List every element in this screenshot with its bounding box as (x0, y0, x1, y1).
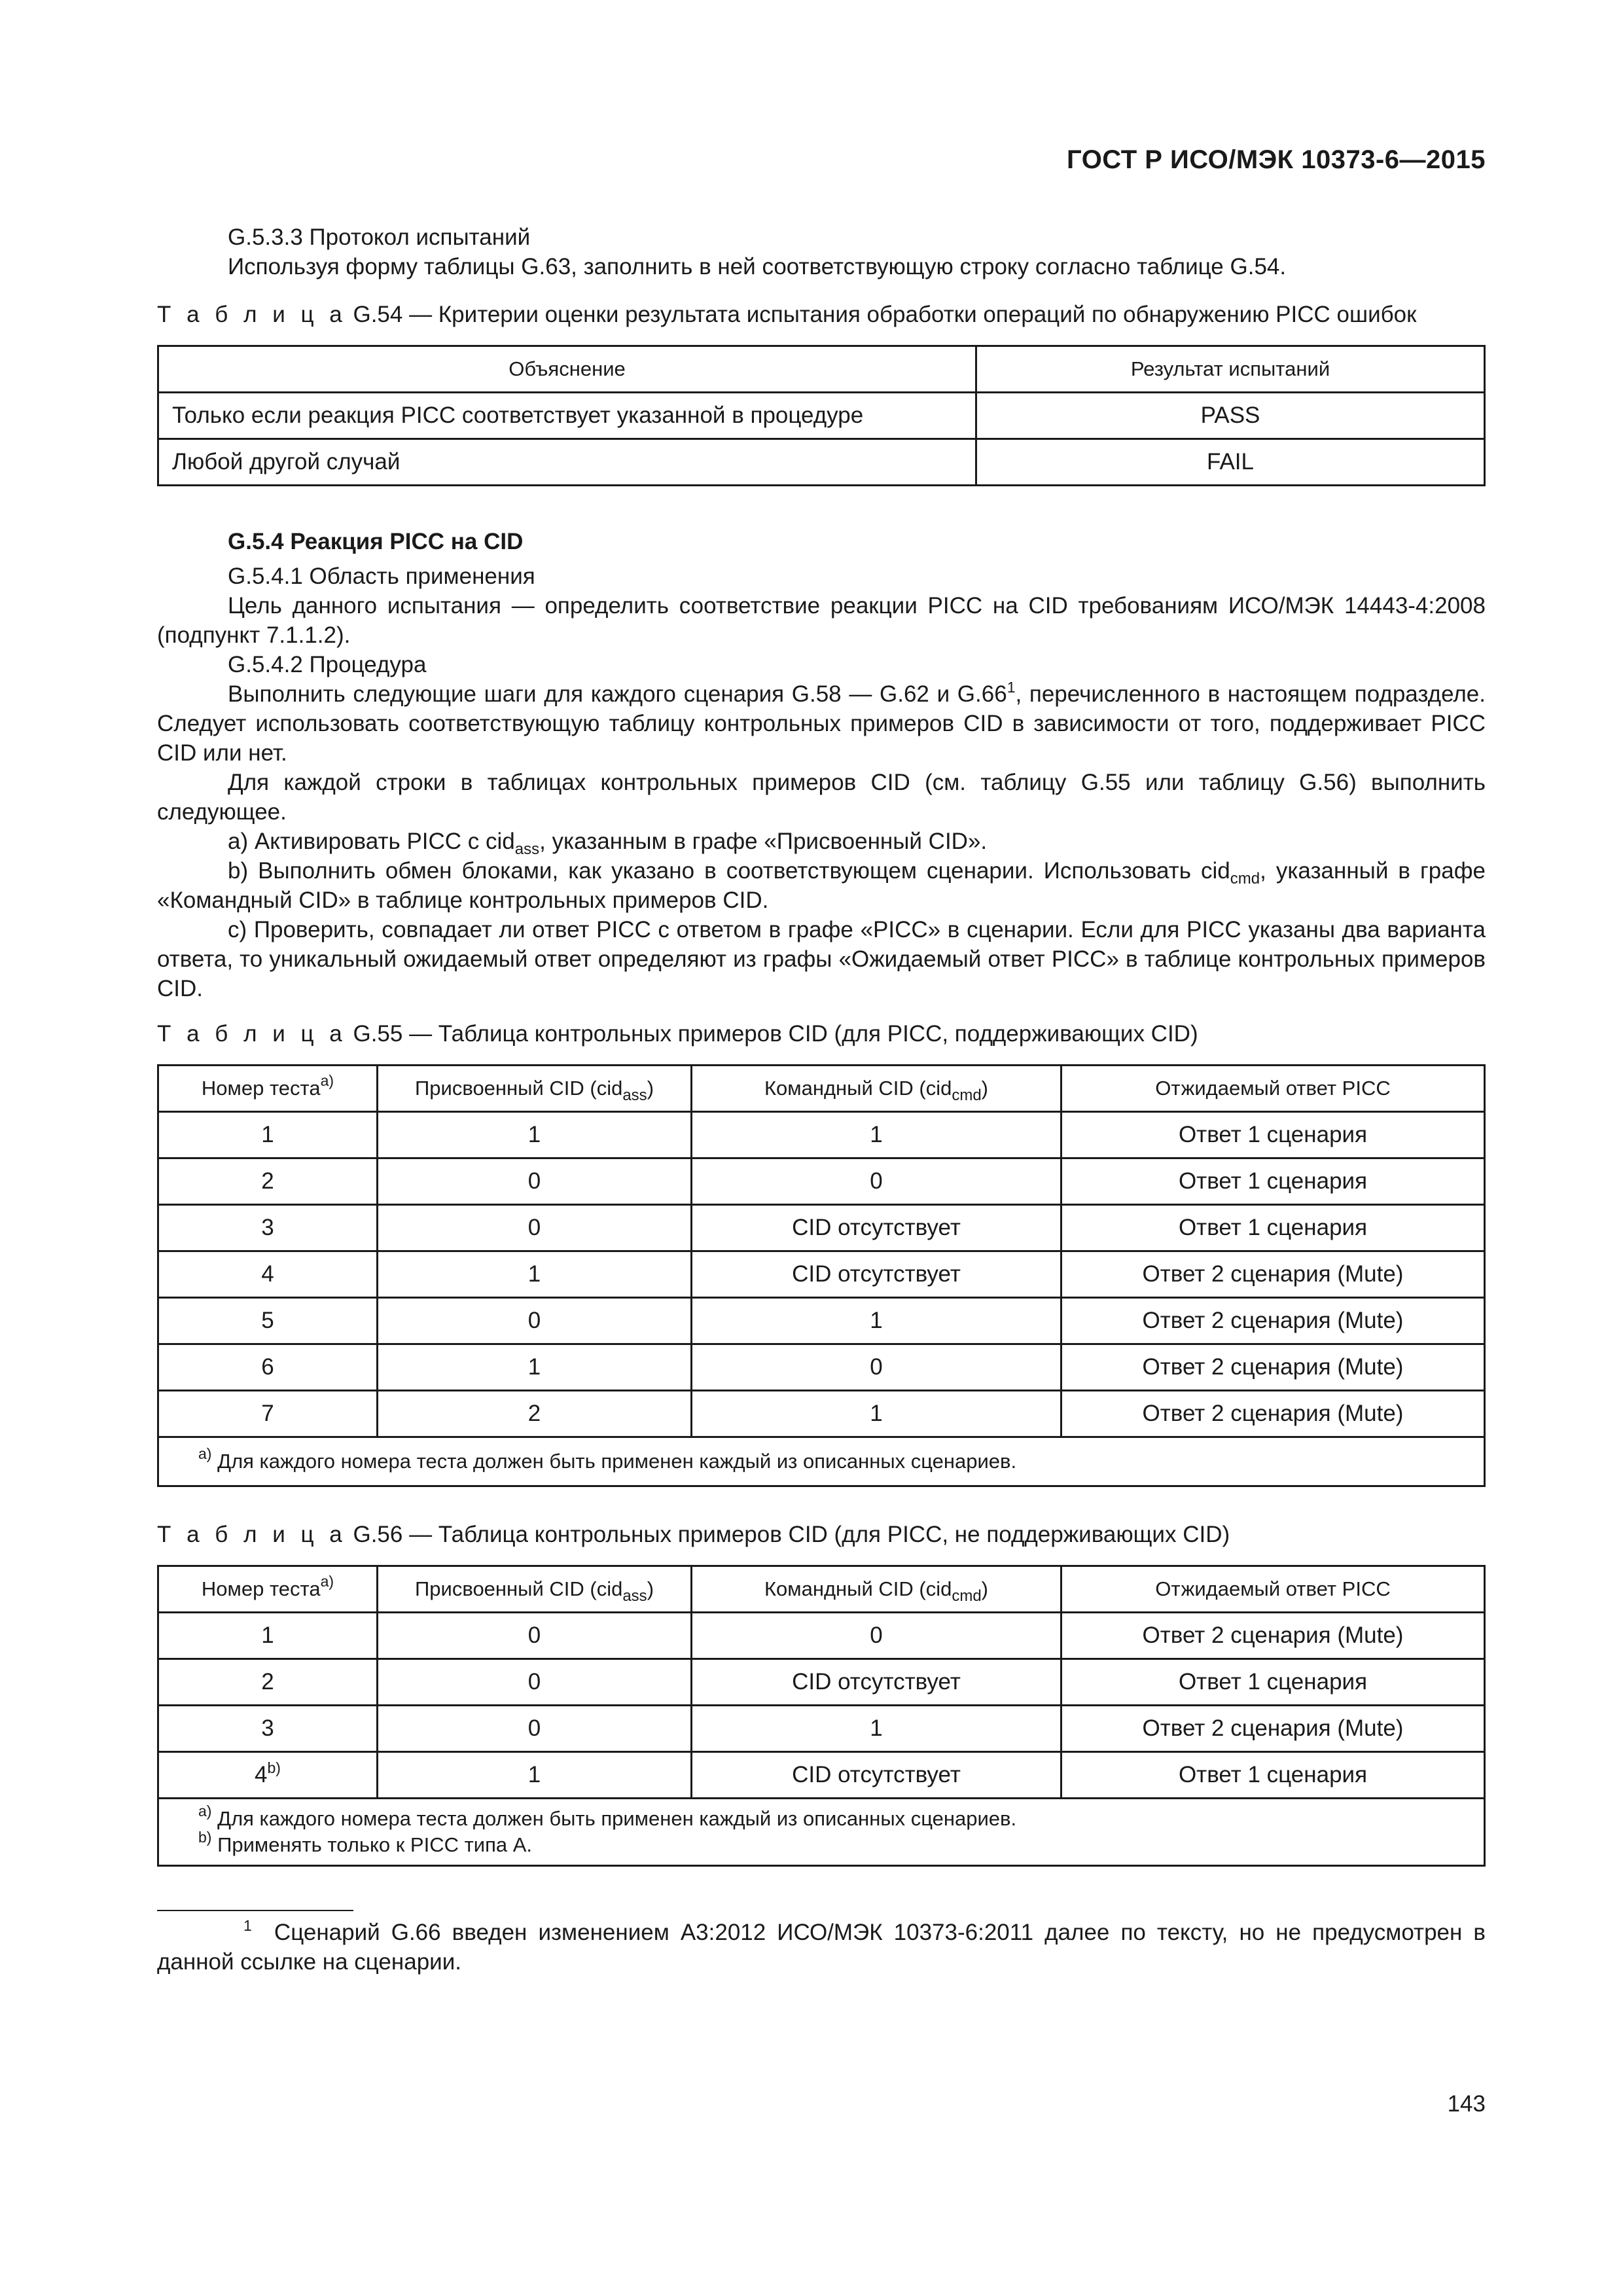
table-cell: 2 (378, 1391, 692, 1437)
table-row (158, 1344, 1485, 1391)
procedure-paragraph-2: Для каждой строки в таблицах контрольных примеров CID (см. таблицу G.55 или таблицу G.56) выполнить следующее. (157, 770, 1486, 825)
procedure-step-a (157, 827, 1486, 856)
table55-caption (157, 1019, 1486, 1049)
text-run: Командный CID (cid (764, 1577, 952, 1600)
table-cell: Ответ 2 сценария (Mute) (1061, 1706, 1485, 1752)
table-cell: CID отсутствует (692, 1752, 1061, 1799)
table-row (158, 1391, 1485, 1437)
table-cell: CID отсутствует (692, 1205, 1061, 1251)
table-cell (158, 1752, 378, 1799)
text-run: Номер теста (201, 1077, 321, 1100)
column-header-result: Результат испытаний (976, 346, 1485, 393)
table-row (158, 1205, 1485, 1251)
table-cell: 1 (158, 1112, 378, 1158)
table-cell: Ответ 1 сценария (1061, 1205, 1485, 1251)
table-cell: 0 (378, 1158, 692, 1205)
section-g541-heading: G.5.4.1 Область применения (228, 564, 535, 589)
table-cell: 2 (158, 1659, 378, 1706)
column-header-assigned-cid (378, 1066, 692, 1112)
table-g55 (157, 1064, 1486, 1487)
section-g54-heading: G.5.4 Реакция PICC на CID (228, 529, 524, 554)
table-cell: 4 (158, 1251, 378, 1298)
table-g56 (157, 1565, 1486, 1867)
footnote-text: Сценарий G.66 введен изменением А3:2012 ИСО/МЭК 10373-6:2011 далее по тексту, но не предусмотрен в данной ссылке на сценарии. (157, 1920, 1486, 1975)
procedure-paragraph-1 (157, 679, 1486, 768)
spacer (157, 486, 1486, 527)
column-header-assigned-cid (378, 1566, 692, 1613)
subscript: ass (622, 1086, 647, 1104)
note-mark: b) (267, 1759, 281, 1776)
text-run: ) (647, 1577, 654, 1600)
table-note-row (158, 1437, 1485, 1486)
table-row (158, 1659, 1485, 1706)
table-cell: 1 (692, 1112, 1061, 1158)
column-header-expected-response: Отжидаемый ответ PICC (1061, 1066, 1485, 1112)
procedure-step-c: c) Проверить, совпадает ли ответ PICC с ответом в графе «PICC» в сценарии. Если для PICC указаны два варианта ответа, то уникальный ожидаемый ответ определяют из графы «Ожидаемый ответ PICC» в таблице контрольных примеров CID. (157, 917, 1486, 1001)
text-run: Присвоенный CID (cid (414, 1577, 623, 1600)
note-mark: b) (198, 1829, 212, 1846)
table-cell: Ответ 1 сценария (1061, 1158, 1485, 1205)
table-row (158, 393, 1485, 439)
table-cell: 0 (378, 1205, 692, 1251)
footnote-mark: 1 (243, 1917, 252, 1934)
table-cell: Ответ 1 сценария (1061, 1112, 1485, 1158)
table-cell: PASS (976, 393, 1485, 439)
text-run: , перечисленного в настоящем подразделе. Следует использовать соответствующую таблицу контрольных примеров CID в зависимости от того, поддерживает PICC CID или нет. (157, 681, 1486, 766)
footnote-divider (157, 1910, 353, 1911)
table-cell: 0 (692, 1344, 1061, 1391)
table-caption-text: G.56 — Таблица контрольных примеров CID (для PICC, не поддерживающих CID) (353, 1522, 1230, 1547)
table-row (158, 1112, 1485, 1158)
text-run: ) (647, 1077, 654, 1100)
table-row (158, 1613, 1485, 1659)
table-cell: 1 (692, 1706, 1061, 1752)
text-run: Выполнить следующие шаги для каждого сценария G.58 — G.62 и G.66 (228, 681, 1007, 707)
table-cell: Ответ 2 сценария (Mute) (1061, 1251, 1485, 1298)
table-row (158, 1158, 1485, 1205)
text-run: Присвоенный CID (cid (414, 1077, 623, 1100)
table54-caption (157, 300, 1486, 329)
table-cell: 1 (692, 1391, 1061, 1437)
table-cell: Ответ 1 сценария (1061, 1752, 1485, 1799)
note-text: Применять только к PICC типа А. (217, 1833, 533, 1856)
table-row (158, 1298, 1485, 1344)
table-cell: Ответ 2 сценария (Mute) (1061, 1391, 1485, 1437)
text-run: b) Выполнить обмен блоками, как указано в соответствующем сценарии. Использовать cid (228, 858, 1230, 884)
table-cell: 1 (158, 1613, 378, 1659)
column-header-test-number (158, 1566, 378, 1613)
table-notes (158, 1799, 1485, 1866)
table-note (158, 1437, 1485, 1486)
table-row (158, 439, 1485, 486)
section-g542-heading: G.5.4.2 Процедура (228, 652, 427, 677)
section-g541-text: Цель данного испытания — определить соответствие реакции PICC на CID требованиям ИСО/МЭК 14443-4:2008 (подпункт 7.1.1.2). (157, 593, 1486, 648)
column-header-expected-response: Отжидаемый ответ PICC (1061, 1566, 1485, 1613)
subscript: ass (622, 1587, 647, 1605)
footnote-mark: 1 (1007, 679, 1016, 696)
column-header-explanation: Объяснение (158, 346, 976, 393)
table-note-row (158, 1799, 1485, 1866)
table-cell: 0 (378, 1298, 692, 1344)
table-cell: 5 (158, 1298, 378, 1344)
text-run: ) (981, 1577, 988, 1600)
text-run: , указанным в графе «Присвоенный CID». (539, 829, 988, 854)
table-cell: 3 (158, 1205, 378, 1251)
table-header-row (158, 346, 1485, 393)
page-number: 143 (1447, 2091, 1486, 2117)
note-text: Для каждого номера теста должен быть применен каждый из описанных сценариев. (217, 1450, 1017, 1473)
table-cell: Ответ 2 сценария (Mute) (1061, 1344, 1485, 1391)
note-mark: a) (320, 1573, 334, 1590)
table-cell: 1 (378, 1344, 692, 1391)
table-note (198, 1829, 1444, 1858)
subscript: cmd (952, 1086, 982, 1104)
table-cell: CID отсутствует (692, 1659, 1061, 1706)
table-cell: 7 (158, 1391, 378, 1437)
note-mark: a) (320, 1072, 334, 1089)
table-cell: CID отсутствует (692, 1251, 1061, 1298)
table-cell: Ответ 1 сценария (1061, 1659, 1485, 1706)
table-label: Т а б л и ц а (157, 1021, 347, 1047)
table-row (158, 1251, 1485, 1298)
column-header-test-number (158, 1066, 378, 1112)
footnote (157, 1918, 1486, 1977)
subscript: cmd (1230, 870, 1260, 888)
table-cell: 1 (378, 1752, 692, 1799)
table-cell: Ответ 2 сценария (Mute) (1061, 1298, 1485, 1344)
table-cell: 1 (378, 1112, 692, 1158)
page-content (157, 223, 1486, 1977)
note-text: Для каждого номера теста должен быть применен каждый из описанных сценариев. (217, 1807, 1017, 1830)
table-cell: FAIL (976, 439, 1485, 486)
table56-caption (157, 1520, 1486, 1549)
table-caption-text: G.54 — Критерии оценки результата испытания обработки операций по обнаружению PICC ошибок (353, 302, 1417, 327)
table-row (158, 1706, 1485, 1752)
table-label: Т а б л и ц а (157, 302, 347, 327)
table-cell: 0 (378, 1659, 692, 1706)
text-run: 4 (255, 1762, 268, 1787)
subscript: cmd (952, 1587, 982, 1605)
table-cell: 3 (158, 1706, 378, 1752)
table-cell: 2 (158, 1158, 378, 1205)
document-id-header: ГОСТ Р ИСО/МЭК 10373-6—2015 (1067, 145, 1486, 174)
section-g533-text: Используя форму таблицы G.63, заполнить в ней соответствующую строку согласно таблице G.54. (228, 254, 1287, 279)
table-cell: 1 (692, 1298, 1061, 1344)
table-cell: Только если реакция PICC соответствует указанной в процедуре (158, 393, 976, 439)
table-cell: 6 (158, 1344, 378, 1391)
column-header-command-cid (692, 1566, 1061, 1613)
table-cell: 0 (692, 1613, 1061, 1659)
subscript: ass (514, 840, 540, 858)
table-cell: 0 (378, 1706, 692, 1752)
table-row (158, 1752, 1485, 1799)
table-label: Т а б л и ц а (157, 1522, 347, 1547)
column-header-command-cid (692, 1066, 1061, 1112)
table-cell: 1 (378, 1251, 692, 1298)
text-run: Командный CID (cid (764, 1077, 952, 1100)
table-note (198, 1803, 1444, 1832)
section-g533-heading: G.5.3.3 Протокол испытаний (228, 224, 531, 250)
table-caption-text: G.55 — Таблица контрольных примеров CID (для PICC, поддерживающих CID) (353, 1021, 1198, 1047)
table-header-row (158, 1566, 1485, 1613)
note-mark: a) (198, 1803, 212, 1820)
table-header-row (158, 1066, 1485, 1112)
procedure-step-b (157, 856, 1486, 915)
table-cell: Ответ 2 сценария (Mute) (1061, 1613, 1485, 1659)
text-run: Номер теста (201, 1577, 321, 1600)
table-cell: Любой другой случай (158, 439, 976, 486)
text-run: a) Активировать PICC с cid (228, 829, 515, 854)
text-run: , указанный в графе «Командный CID» в таблице контрольных примеров CID. (157, 858, 1486, 913)
table-cell: 0 (378, 1613, 692, 1659)
table-g54 (157, 345, 1486, 486)
text-run: ) (981, 1077, 988, 1100)
table-cell: 0 (692, 1158, 1061, 1205)
note-mark: a) (198, 1445, 212, 1462)
